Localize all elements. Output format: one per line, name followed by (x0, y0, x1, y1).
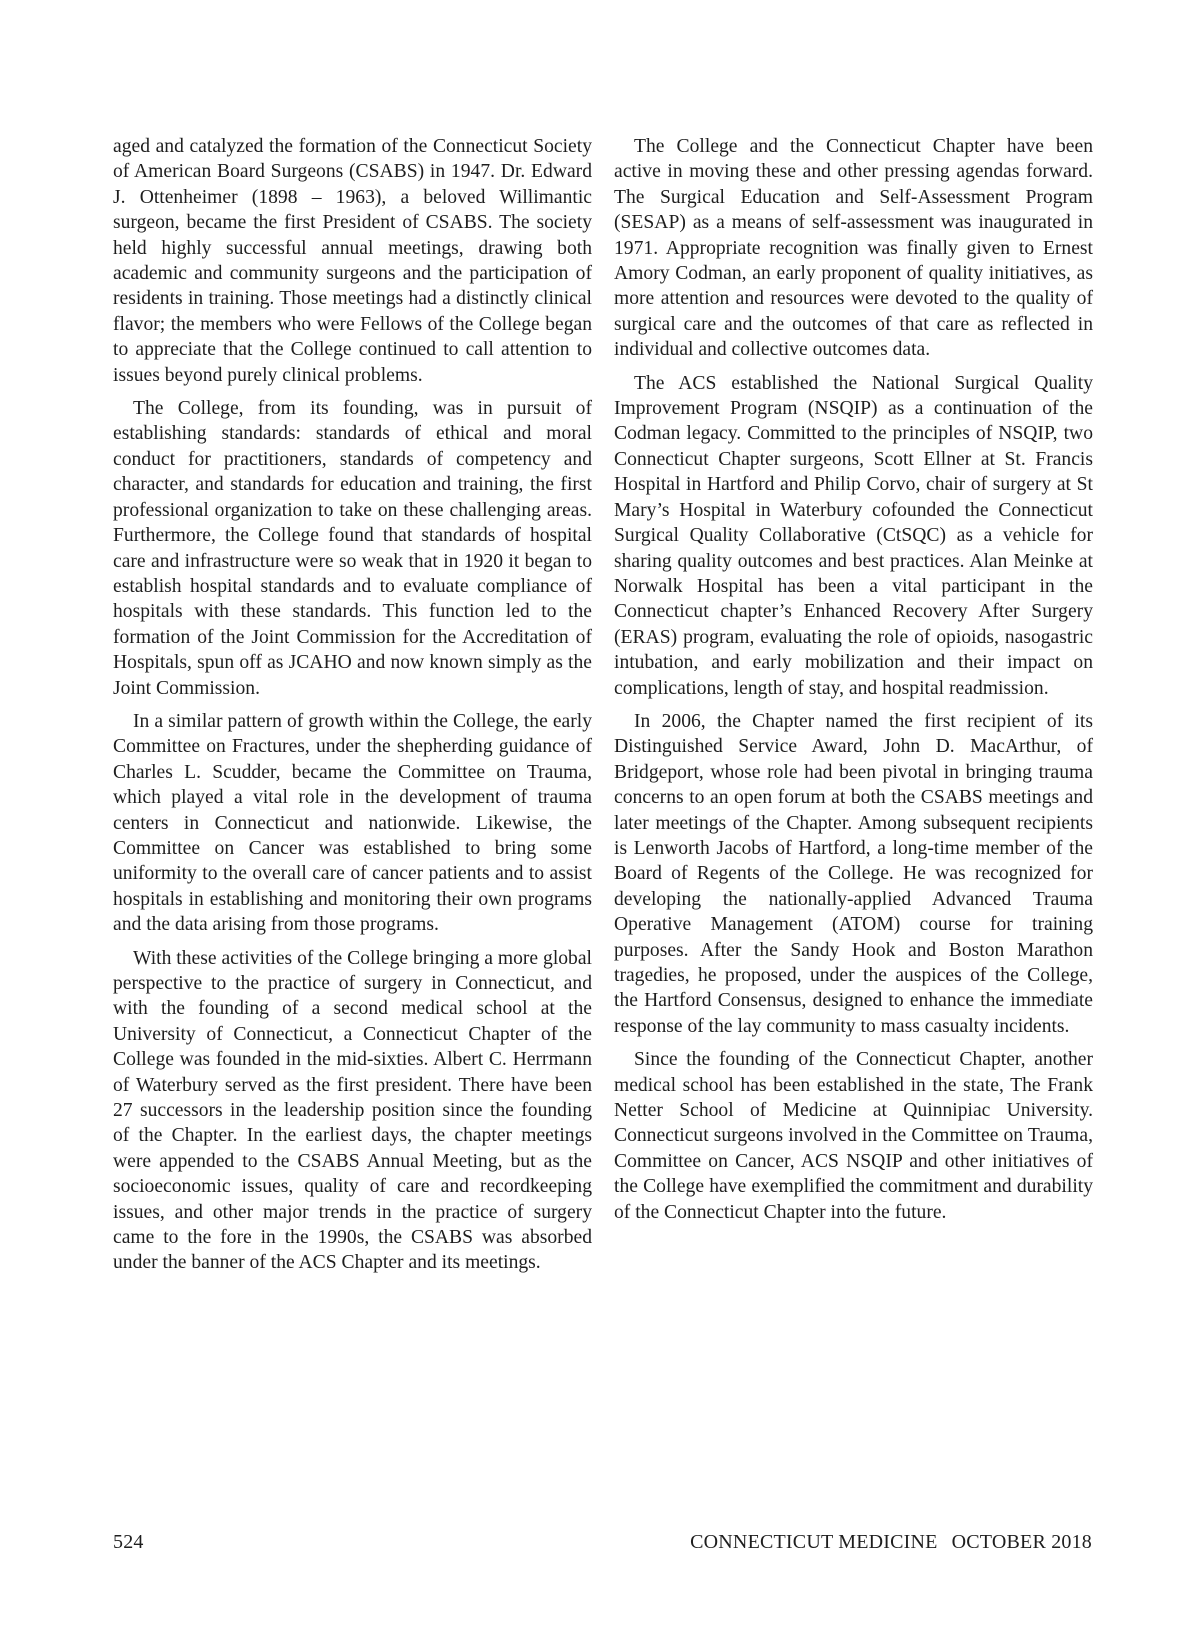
page-number: 524 (113, 1531, 144, 1553)
paragraph: Since the founding of the Connecticut Chapter, another medical school has been established in the state, The Frank Netter School of Medicine at Quinnipiac University. Connecticut surgeons involved in the Committee on Trauma, Committee on Cancer, ACS NSQIP and other initiatives of the College have exemplified the commitment and durability of the Connecticut Chapter into the future. (614, 1049, 1093, 1223)
issue-date: OCTOBER 2018 (951, 1531, 1092, 1553)
running-footer (690, 1530, 1092, 1554)
paragraph: The College and the Connecticut Chapter have been active in moving these and other pressing agendas forward. The Surgical Education and Self-Assessment Program (SESAP) as a means of self-assessment was inaugurated in 1971. Appropriate recognition was finally given to Ernest Amory Codman, an early proponent of quality initiatives, as more attention and resources were devoted to the quality of surgical care and the outcomes of that care as reflected in individual and collective outcomes data. (614, 136, 1093, 361)
left-column (113, 134, 592, 1284)
right-column (614, 134, 1093, 1233)
paragraph: The College, from its founding, was in pursuit of establishing standards: standards of ethical and moral conduct for practitioners, standards of competency and character, and standards for education and training, the first professional organization to take on these challenging areas. Furthermore, the College found that standards of hospital care and infrastructure were so weak that in 1920 it began to establish hospital standards and to evaluate compliance of hospitals with these standards. This function led to the formation of the Joint Commission for the Accreditation of Hospitals, spun off as JCAHO and now known simply as the Joint Commission. (113, 398, 592, 699)
paragraph: aged and catalyzed the formation of the Connecticut Society of American Board Surgeons (CSABS) in 1947. Dr. Edward J. Ottenheimer (1898 – 1963), a beloved Willimantic surgeon, became the first President of CSABS. The society held highly successful annual meetings, drawing both academic and community surgeons and the participation of residents in training. Those meetings had a distinctly clinical flavor; the members who were Fellows of the College began to appreciate that the College continued to call attention to issues beyond purely clinical problems. (113, 136, 592, 386)
paragraph: In a similar pattern of growth within the College, the early Committee on Fractures, under the shepherding guidance of Charles L. Scudder, became the Committee on Trauma, which played a vital role in the development of trauma centers in Connecticut and nationwide. Likewise, the Committee on Cancer was established to bring some uniformity to the overall care of cancer patients and to assist hospitals in establishing and monitoring their own programs and the data arising from those programs. (113, 710, 592, 936)
paragraph: In 2006, the Chapter named the first recipient of its Distinguished Service Award, John D. MacArthur, of Bridgeport, whose role had been pivotal in bringing trauma concerns to an open forum at both the CSABS meetings and later meetings of the Chapter. Among subsequent recipients is Lenworth Jacobs of Hartford, a long-time member of the Board of Regents of the College. He was recognized for developing the nationally-applied Advanced Trauma Operative Management (ATOM) course for training purposes. After the Sandy Hook and Boston Marathon tragedies, he proposed, under the auspices of the College, the Hartford Consensus, designed to enhance the immediate response of the lay community to mass casualty incidents. (614, 710, 1093, 1037)
paragraph: With these activities of the College bringing a more global perspective to the practice of surgery in Connecticut, and with the founding of a second medical school at the University of Connecticut, a Connecticut Chapter of the College was founded in the mid-sixties. Albert C. Herrmann of Waterbury served as the first president. There have been 27 successors in the leadership position since the founding of the Chapter. In the earliest days, the chapter meetings were appended to the CSABS Annual Meeting, but as the socioeconomic issues, quality of care and recordkeeping issues, and other major trends in the practice of surgery came to the fore in the 1990s, the CSABS was absorbed under the banner of the ACS Chapter and its meetings. (113, 947, 592, 1274)
journal-title: CONNECTICUT MEDICINE (690, 1531, 938, 1553)
paragraph: The ACS established the National Surgical Quality Improvement Program (NSQIP) as a continuation of the Codman legacy. Committed to the principles of NSQIP, two Connecticut Chapter surgeons, Scott Ellner at St. Francis Hospital in Hartford and Philip Corvo, chair of surgery at St Mary’s Hospital in Waterbury cofounded the Connecticut Surgical Quality Collaborative (CtSQC) as a vehicle for sharing quality outcomes and best practices. Alan Meinke at Norwalk Hospital has been a vital participant in the Connecticut chapter’s Enhanced Recovery After Surgery (ERAS) program, evaluating the role of opioids, nasogastric intubation, and early mobilization and their impact on complications, length of stay, and hospital readmission. (614, 372, 1093, 699)
